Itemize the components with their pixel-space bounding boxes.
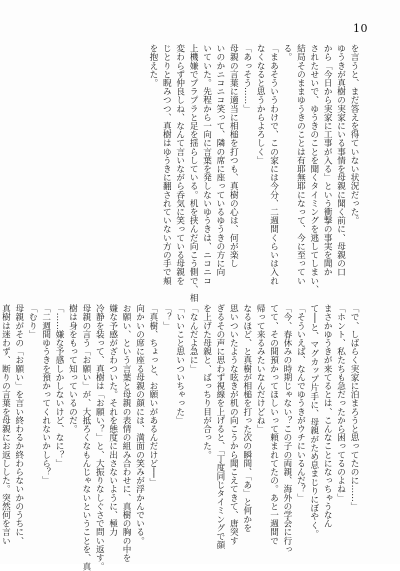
- text-line: なくなると思うからよろしく」: [255, 44, 266, 165]
- text-line: ぎるその声に思わず視線を上げると、「丁度同じタイミングで顔: [214, 304, 225, 550]
- upper-text-block: [40, 44, 360, 302]
- text-line: 「？」: [161, 304, 172, 330]
- text-line: 「今、春休みの時期じゃない？この子の両親、海外の学会に行っ: [281, 304, 292, 554]
- text-line: 向かいの席に座る母親の顔には、満面の笑みが浮かんでいる。: [134, 304, 145, 545]
- text-line: 思いついたような呟きが机の向こうから聞こえてきて、唐突す: [228, 304, 239, 545]
- text-line: 真樹は迷わず、断りの言葉を母親にお返しした。突然何を言い: [0, 304, 11, 545]
- text-line: 「で、しばらく実家に泊まろうと思ってたのに……」: [349, 304, 359, 511]
- text-line: を抱えた。: [147, 44, 158, 87]
- text-line: ゆうきが真樹の実家にいる事情を母親に聞く前に、母親の口: [335, 44, 346, 277]
- text-line: から「今日から実家に工事が入る」という衝撃の事実を聞か: [322, 44, 333, 277]
- text-line: 嫌な予感がざわついた。それを態度に出さないように、極力: [107, 304, 118, 537]
- text-line: 「まあそういうわけで、この家には今分、二週間くらいは入れ: [268, 44, 279, 285]
- text-line: お願い、という言葉と母親の表情の組み合わせに、真樹の胸の中を: [121, 304, 132, 562]
- page-number: 10: [353, 22, 368, 35]
- text-line: 「……嫌な予感しかしないけど、なに？」: [54, 304, 65, 468]
- text-line: て──と、マグカップ片手に、母親がため息まじりにぼやく。: [308, 304, 319, 538]
- text-line: いのかニコニコ笑って、隣の席に座っているゆうきの方に向: [214, 44, 225, 277]
- text-line: 樹は身をもって知っているのだ。: [67, 304, 78, 433]
- text-line: 帰って来るみたいなんだけどね」: [255, 304, 266, 433]
- text-line: いていた。先程から一向に言葉を発しないゆうきは、ニコニコ: [201, 44, 212, 285]
- text-line: 「真樹、ちょっと、お願いがあるんだけど──」: [147, 304, 158, 487]
- text-line: 母親の言う「お願い」が、大抵ろくなもんじゃないということを、真: [80, 304, 91, 571]
- text-line: 結局そのままゆうきのことは有耶無耶になって、今に至ってい: [295, 44, 306, 285]
- text-line: 「二週間ゆうきを預かってくれないかしら？」: [40, 304, 51, 485]
- text-line: 上機嫌でプラプラと足を揺らしている。机を挟んだ向こう側で、相: [188, 44, 199, 302]
- text-line: を言うと、まだ答えを得ていない状況だった。: [349, 44, 359, 225]
- text-line: 「いいこと思いついちゃった」: [174, 304, 185, 425]
- text-line: されたせいで、ゆうきのことを聞くタイミングを逃してしまい、: [308, 44, 319, 294]
- text-line: を上げた母親と、ばっちり目が合った。: [201, 304, 212, 459]
- text-line: 「むり」: [27, 304, 38, 339]
- text-line: 変わらず仲良しね、なんて言いながら呑気に笑っている母親を: [174, 44, 185, 285]
- text-line: 母親がその「お願い」を言い終わるか終わらないかのうちに、: [13, 304, 24, 545]
- text-line: じとりと睨みつつ、真樹はゆうきに翻されていない方の手で頬: [161, 44, 172, 285]
- text-line: 冷静を装って、真樹は「お願い？」と、大振りなしぐさで問い返す。: [94, 304, 105, 571]
- text-line: 「ホント、私たちも急だったから困ってるのよね」: [335, 304, 346, 502]
- text-line: る。: [281, 44, 292, 62]
- lower-text-block: [0, 304, 360, 571]
- text-line: 「あっそう……」: [241, 44, 252, 113]
- text-line: まさかゆうきが来てるとは、こんなことになっちゃうなん: [322, 304, 333, 528]
- text-line: なるほど、と真樹が相槌を打った次の瞬間、「あ」と何かを: [241, 304, 252, 532]
- text-line: てて、その間預かってほしいって頼まれてたの。あと一週間で: [268, 304, 279, 545]
- text-line: 母親の言葉に適当に相槌を打つも、真樹の心は、何が楽し: [228, 44, 239, 268]
- text-line: 「そういえば、なんでゆうきがウチにいるんだ？」: [295, 304, 306, 502]
- text-line: 「なんだよ急に」: [188, 304, 199, 373]
